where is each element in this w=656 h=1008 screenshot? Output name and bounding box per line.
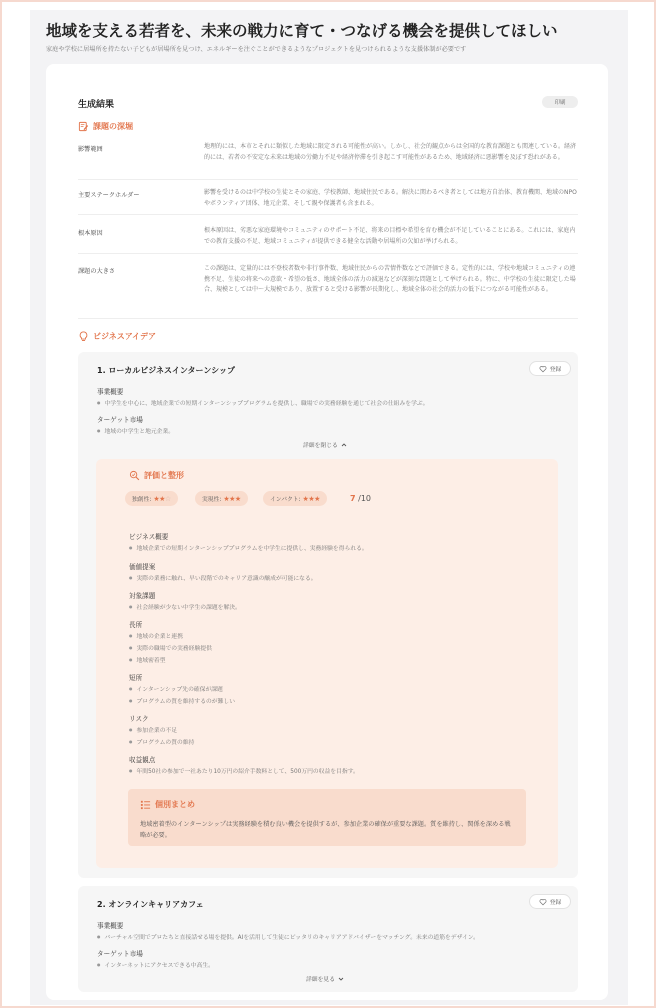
rating-label: インパクト: bbox=[270, 497, 301, 503]
summary-heading-label: 個別まとめ bbox=[155, 800, 195, 809]
page-title: 地域を支える若者を、未来の戦力に育て・つなげる機会を提供してほしい bbox=[46, 22, 558, 40]
score-value: 7 bbox=[350, 494, 356, 503]
rating-label: 実現性: bbox=[202, 497, 222, 503]
issue-row-label: 根本原因 bbox=[78, 230, 103, 237]
star-rating bbox=[223, 495, 240, 503]
divider bbox=[78, 253, 578, 254]
field-label: 事業概要 bbox=[97, 388, 124, 396]
star-icon: ★★★ bbox=[223, 494, 241, 503]
field-label: ターゲット市場 bbox=[97, 416, 143, 424]
field-text: ● 地域の中学生と地元企業。 bbox=[97, 426, 174, 435]
field-text: ● 年間50社の参加で一社あたり10万円の紹介手数料として、500万円の収益を目指す。 bbox=[129, 766, 359, 775]
total-score bbox=[350, 494, 371, 503]
result-title: 生成結果 bbox=[78, 100, 115, 110]
collapse-details-link[interactable] bbox=[303, 440, 347, 449]
evaluation-heading-label: 評価と整形 bbox=[144, 471, 184, 480]
divider bbox=[78, 214, 578, 215]
list-icon bbox=[140, 799, 151, 810]
field-label: 対象課題 bbox=[129, 592, 156, 600]
summary-text: 地域密着型のインターンシップは実務経験を積む良い機会を提供するが、参加企業の確保が重要な課題。質を維持し、関係を深める戦略が必要。 bbox=[140, 821, 511, 839]
star-icon: ★★ bbox=[153, 494, 165, 503]
list-item: ● プログラムの質の維持 bbox=[129, 737, 194, 746]
field-label: 事業概要 bbox=[97, 922, 124, 930]
field-text: ● 実際の業務に触れ、早い段階でのキャリア意識の醸成が可能になる。 bbox=[129, 573, 317, 582]
score-max: /10 bbox=[358, 494, 371, 503]
issue-row-label: 主要ステークホルダー bbox=[78, 192, 140, 199]
star-empty-icon: ☆ bbox=[164, 494, 171, 503]
issue-heading bbox=[78, 121, 133, 132]
rating-badge-feasibility bbox=[195, 491, 248, 506]
idea-title: 2. オンラインキャリアカフェ bbox=[97, 900, 204, 909]
field-label: リスク bbox=[129, 715, 149, 723]
business-heading-label: ビジネスアイデア bbox=[93, 332, 157, 341]
print-button[interactable]: 印刷 bbox=[542, 96, 578, 108]
rating-badge-originality bbox=[125, 491, 178, 506]
issue-row-label: 影響範囲 bbox=[78, 146, 103, 153]
expand-details-link[interactable] bbox=[306, 974, 344, 983]
chevron-down-icon bbox=[338, 976, 344, 982]
field-label: 短所 bbox=[129, 674, 143, 682]
field-label: ビジネス概要 bbox=[129, 533, 169, 541]
field-text: ● インターネットにアクセスできる中高生。 bbox=[97, 960, 214, 969]
field-label: 価値提案 bbox=[129, 563, 156, 571]
list-item: ● 地域密着型 bbox=[129, 655, 166, 664]
star-icon: ★★★ bbox=[302, 494, 320, 503]
list-item: ● 地域の企業と連携 bbox=[129, 631, 183, 640]
list-item: ● プログラムの質を維持するのが難しい bbox=[129, 696, 235, 705]
summary-heading bbox=[140, 799, 195, 810]
list-item: ● 参加企業の不足 bbox=[129, 725, 177, 734]
evaluation-heading bbox=[129, 470, 184, 481]
divider bbox=[78, 179, 578, 180]
heart-icon bbox=[539, 365, 547, 373]
issue-row-text: 地理的には、本市とそれに類似した地域に限定される可能性が高い。しかし、社会的観点からは全国的な教育課題とも関連している。経済的には、若者の不安定な未来は地域の労働力不足や経済停滞を引き起こす可能性があるため、地域経済に悪影響を及ぼす恐れがある。 bbox=[204, 143, 577, 161]
issue-row-text: 影響を受けるのは中学校の生徒とその家庭、学校教師、地域住民である。解決に関わるべき者としては地方自治体、教育機関、地域のNPOやボランティア団体、地元企業、そして親や保護者も含まれる。 bbox=[204, 189, 577, 207]
field-text: ● 地域企業での短期インターンシッププログラムを中学生に提供し、実務経験を得られる。 bbox=[129, 543, 368, 552]
star-rating bbox=[153, 495, 170, 503]
field-label: 収益観点 bbox=[129, 756, 156, 764]
page-subtitle: 家庭や学校に居場所を持たない子どもが居場所を見つけ、エネルギーを注ぐことができるようなプロジェクトを見つけられるような支援体制が必要です bbox=[46, 46, 467, 53]
issue-row-text: 根本原因は、劣悪な家庭環境やコミュニティのサポート不足、将来の目標や希望を育む機会が不足していることにある。これには、家庭内での教育支援の不足、地域コミュニティが提供できる健全な活動や居場所の欠如が挙げられる。 bbox=[204, 227, 576, 245]
heart-icon bbox=[539, 898, 547, 906]
register-button[interactable] bbox=[529, 894, 571, 909]
toggle-label: 詳細を見る bbox=[306, 977, 335, 983]
star-rating bbox=[303, 495, 320, 503]
edit-note-icon bbox=[78, 121, 89, 132]
issue-row-label: 課題の大きさ bbox=[78, 268, 116, 275]
register-label: 登録 bbox=[549, 900, 562, 906]
magnifier-icon bbox=[129, 470, 140, 481]
chevron-up-icon bbox=[341, 442, 347, 448]
lightbulb-icon bbox=[78, 331, 89, 342]
list-item: ● インターンシップ先の確保が課題 bbox=[129, 684, 223, 693]
rating-label: 独創性: bbox=[132, 497, 152, 503]
field-text: ● バーチャル空間でプロたちと直接話せる場を提供。AIを活用して生徒にピッタリのキャリアアドバイザーをマッチング。未来の道筋をデザイン。 bbox=[97, 932, 479, 941]
field-text: ● 中学生を中心に、地域企業での短期インターンシッププログラムを提供し、職場での実務経験を通じて社会の仕組みを学ぶ。 bbox=[97, 398, 429, 407]
divider bbox=[78, 318, 578, 319]
idea-title: 1. ローカルビジネスインターンシップ bbox=[97, 366, 235, 375]
business-heading bbox=[78, 331, 156, 342]
toggle-label: 詳細を閉じる bbox=[303, 443, 338, 449]
field-label: ターゲット市場 bbox=[97, 950, 143, 958]
rating-badge-impact bbox=[263, 491, 327, 506]
register-button[interactable] bbox=[529, 361, 571, 376]
issue-heading-label: 課題の深堀 bbox=[93, 122, 133, 131]
field-label: 長所 bbox=[129, 621, 143, 629]
field-text: ● 社会経験が少ない中学生の課題を解決。 bbox=[129, 602, 241, 611]
list-item: ● 実際の職場での実務経験提供 bbox=[129, 643, 212, 652]
issue-row-text: この課題は、定量的には不登校者数や非行事件数、地域住民からの苦情件数などで評価できる。定性的には、学校や地域コミュニティの連携不足、生徒の将来への意欲・希望の低さ、地域全体の活力の減退などが深刻な問題として挙げられる。特に、中学校の生徒に限定した場合、規模としては中〜大規模であり、放置すると受ける影響が長期化し、地域全体の社会的活力の低下につながる可能性がある。 bbox=[204, 265, 576, 293]
register-label: 登録 bbox=[549, 367, 562, 373]
